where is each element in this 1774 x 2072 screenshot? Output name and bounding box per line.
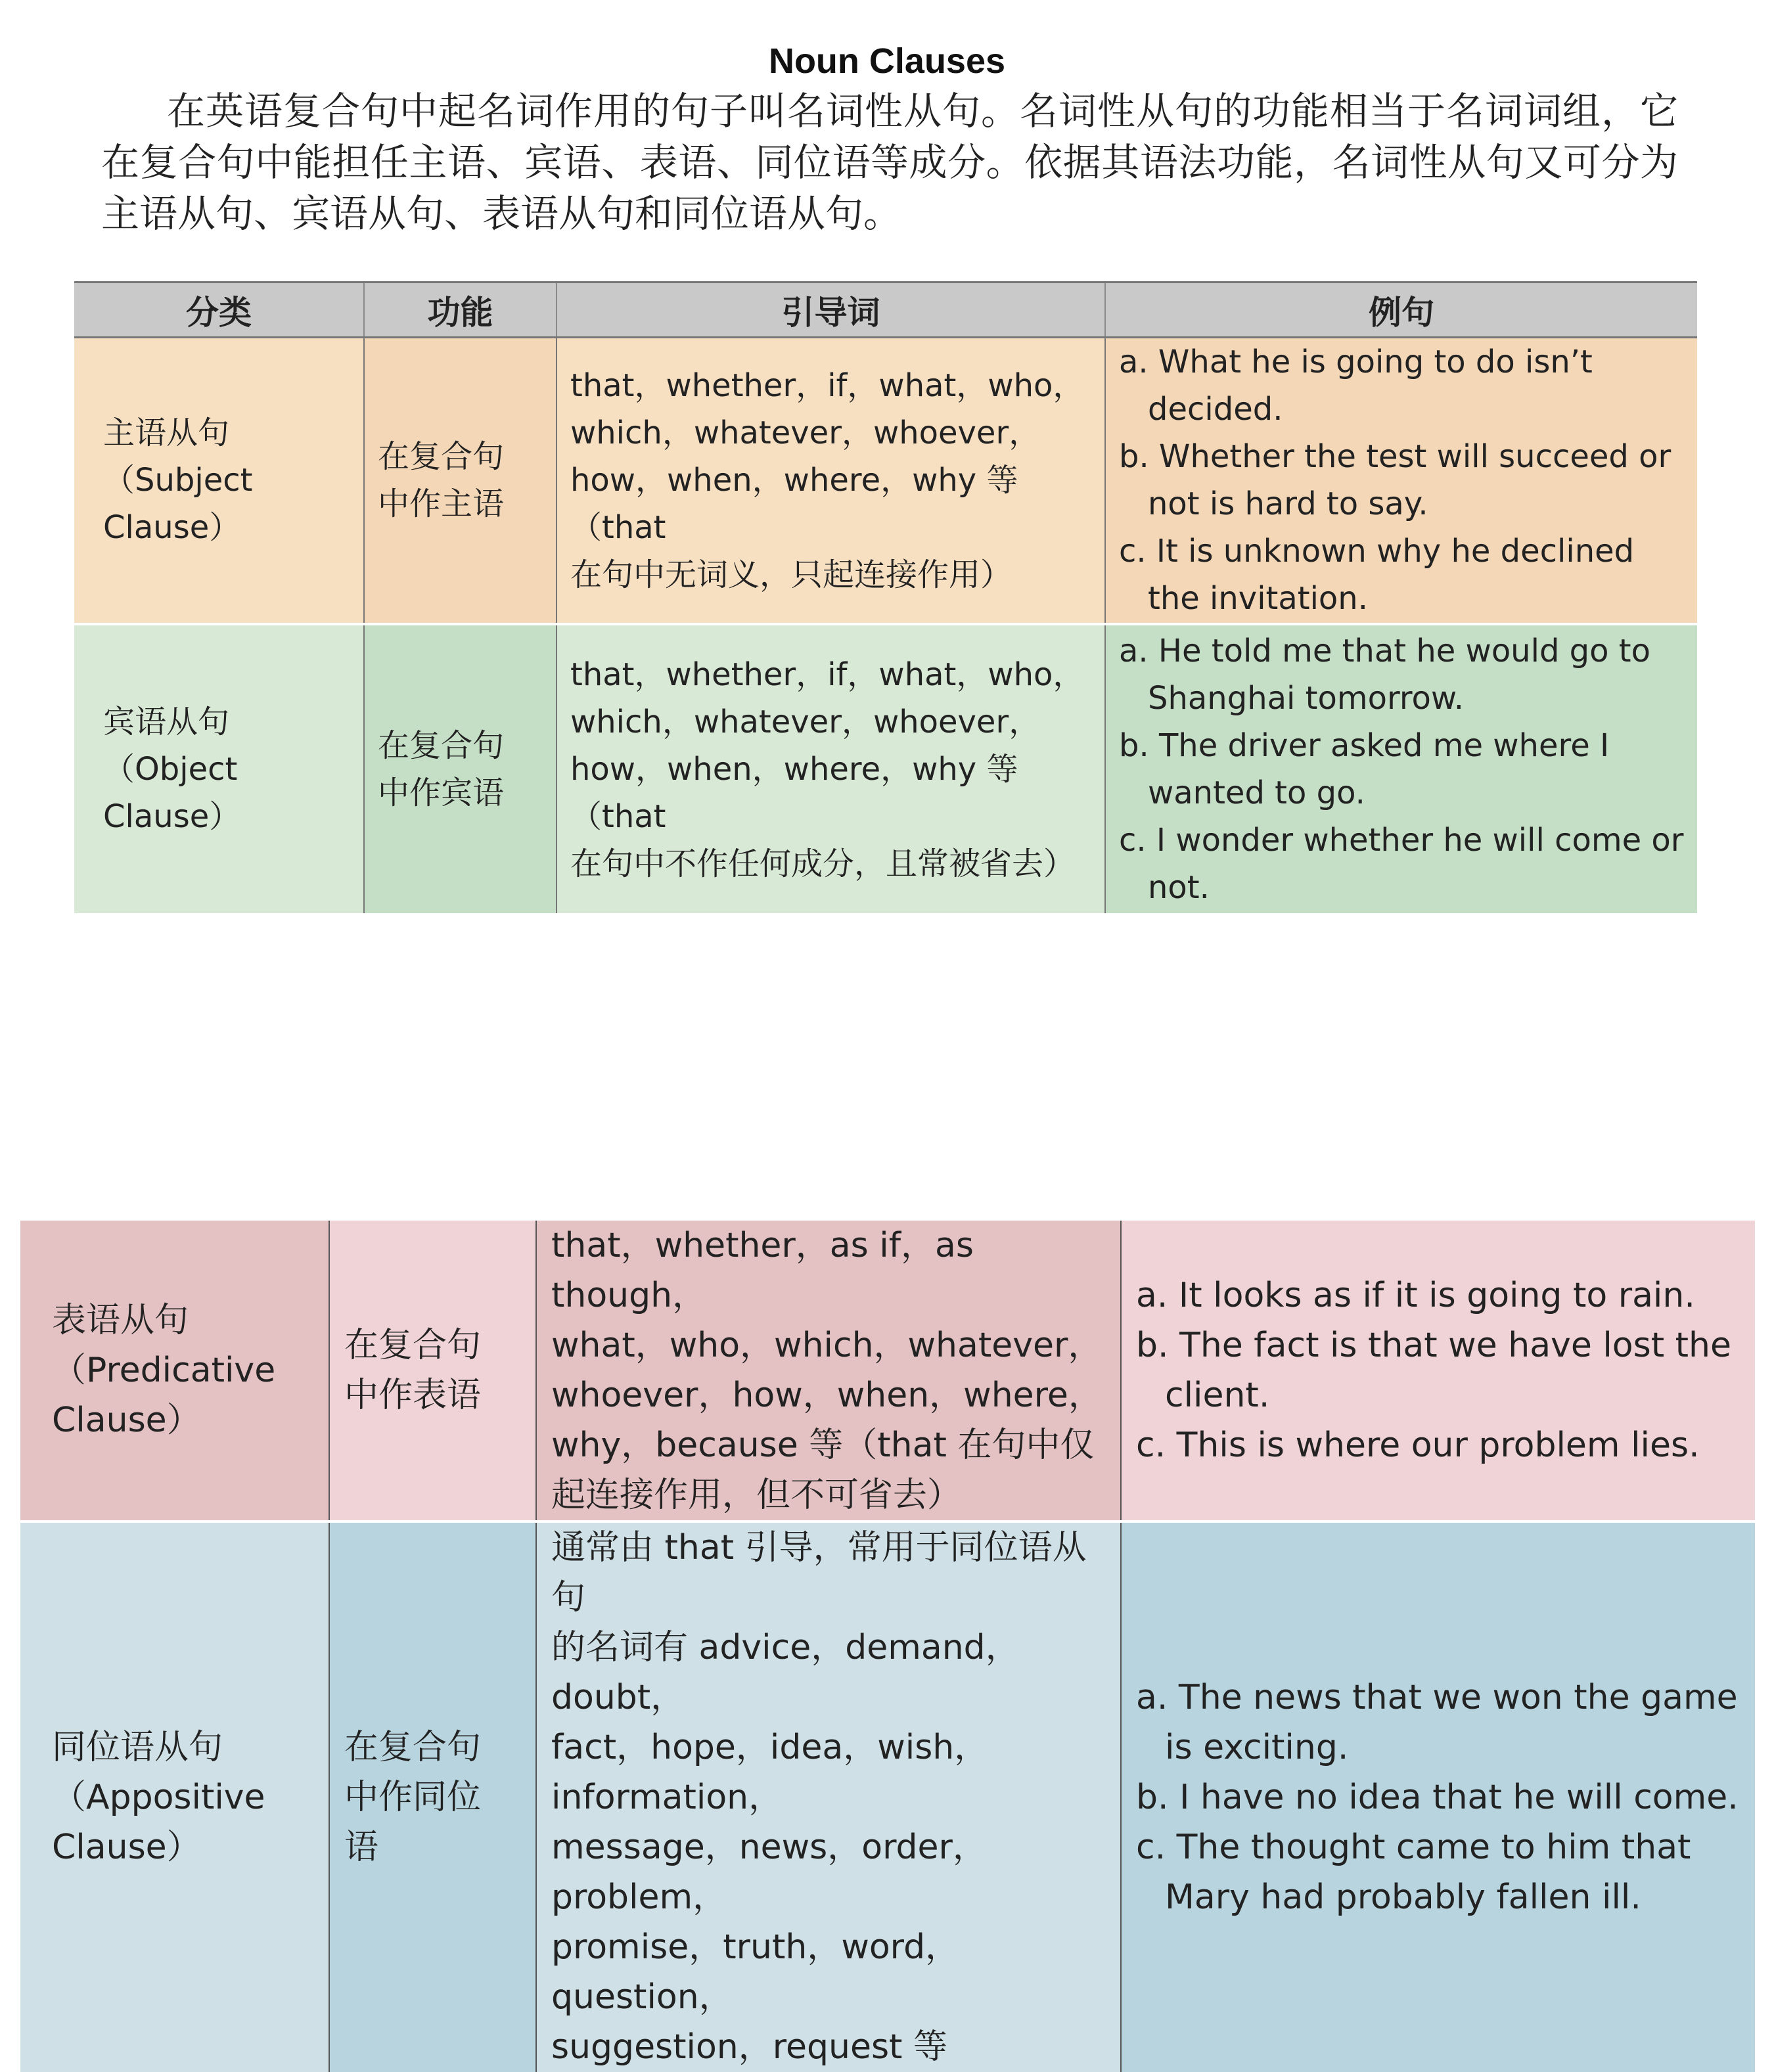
example-sentence: b. The driver asked me where I wanted to go. [1119,727,1610,811]
introducer-line: how，when，where，why 等（that [570,462,1018,547]
header-examples: 例句 [1105,282,1697,338]
function-cell [329,1221,536,1521]
function-line: 在复合句 [344,1728,482,1767]
example-sentence: a. It looks as if it is going to rain. [1136,1276,1695,1315]
introducers-cell [557,338,1105,624]
introducer-line: whoever，how，when，where， [551,1376,1103,1415]
introducer-line: 通常由 that 引导，常用于同位语从句 [551,1528,1087,1617]
table-row-appositive-clause [20,1521,1755,2072]
header-introducers: 引导词 [557,282,1105,338]
examples-cell [1105,338,1697,624]
category-english: （Predicative [52,1351,276,1390]
example-sentence: c. The thought came to him that Mary had probably fallen ill. [1136,1828,1691,1917]
table-row-subject-clause [74,338,1697,624]
category-cell [20,1221,329,1521]
category-name: 宾语从句 [103,703,230,740]
example-sentence: a. The news that we won the game is exciting. [1136,1678,1738,1767]
category-name: 主语从句 [103,415,230,452]
introducer-line: that，whether，as if，as though， [551,1226,974,1315]
introducer-line: fact，hope，idea，wish，information， [551,1728,989,1817]
table-header-row [74,282,1697,338]
introducers-cell [557,624,1105,913]
example-sentence: c. It is unknown why he declined the invitation. [1119,533,1635,618]
example-sentence: b. Whether the test will succeed or not is hard to say. [1119,438,1672,523]
introducer-line: 起连接作用，但不可省去） [551,1475,962,1515]
function-line: 在复合句 [378,438,505,476]
noun-clause-table-1 [74,281,1697,913]
function-line: 在复合句 [344,1326,482,1365]
introducer-line: that，whether，if，what，who， [570,656,1085,693]
introducer-line: which，whatever，whoever， [570,415,1041,452]
introducer-line: message，news，order，problem， [551,1828,987,1917]
category-name: 表语从句 [52,1301,189,1340]
category-cell [74,338,364,624]
function-line: 在复合句 [378,727,505,764]
table-row-predicative-clause [20,1221,1755,1521]
examples-cell [1121,1221,1755,1521]
category-english: （Appositive [52,1778,265,1817]
introducer-line: promise，truth，word，question， [551,1927,960,2017]
introducer-line: 的名词有 advice，demand，doubt， [551,1628,1020,1717]
introducer-line: that，whether，if，what，who， [570,367,1085,405]
function-line: 中作宾语 [378,774,505,811]
example-sentence: a. What he is going to do isn’t decided. [1119,344,1593,428]
category-english: （Object Clause） [103,750,241,835]
example-sentence: b. I have no idea that he will come. [1136,1778,1739,1817]
example-sentence: c. I wonder whether he will come or not. [1119,821,1684,906]
header-function: 功能 [364,282,557,338]
introducer-line: 在句中无词义，只起连接作用） [570,556,1012,594]
category-cell [20,1521,329,2072]
introducer-line: suggestion，request 等 [551,2027,947,2067]
function-cell [364,624,557,913]
intro-paragraph: 在英语复合句中起名词作用的句子叫名词性从句。名词性从句的功能相当于名词词组，它在复合句中能担任主语、宾语、表语、同位语等成分。依据其语法功能，名词性从句又可分为主语从句、宾语从句、表语从句和同位语从句。 [101,89,1678,236]
introducer-line: which，whatever，whoever， [570,703,1041,740]
function-line: 中作同位 [344,1778,482,1817]
function-cell [364,338,557,624]
category-english: Clause） [52,1828,201,1867]
header-category: 分类 [74,282,364,338]
category-english: （Subject Clause） [103,462,253,547]
function-line: 中作主语 [378,485,505,523]
function-cell [329,1521,536,2072]
function-line: 中作表语 [344,1376,482,1415]
introducer-line: how，when，where，why 等（that [570,750,1018,835]
examples-cell [1105,624,1697,913]
table-row-object-clause [74,624,1697,913]
page-title: Noun Clauses [768,41,1006,81]
introducers-cell [536,1221,1121,1521]
example-sentence: c. This is where our problem lies. [1136,1426,1700,1465]
examples-cell [1121,1521,1755,2072]
category-name: 同位语从句 [52,1728,223,1767]
noun-clause-table-2 [20,1221,1755,2072]
example-sentence: a. He told me that he would go to Shanghai tomorrow. [1119,632,1650,717]
function-line: 语 [344,1828,379,1867]
introducer-line: why，because 等（that 在句中仅 [551,1426,1095,1465]
category-english: Clause） [52,1401,201,1440]
introducer-line: 在句中不作任何成分，且常被省去） [570,845,1076,882]
example-sentence: b. The fact is that we have lost the client. [1136,1326,1731,1415]
introducers-cell [536,1521,1121,2072]
category-cell [74,624,364,913]
introducer-line: what，who，which，whatever， [551,1326,1103,1365]
